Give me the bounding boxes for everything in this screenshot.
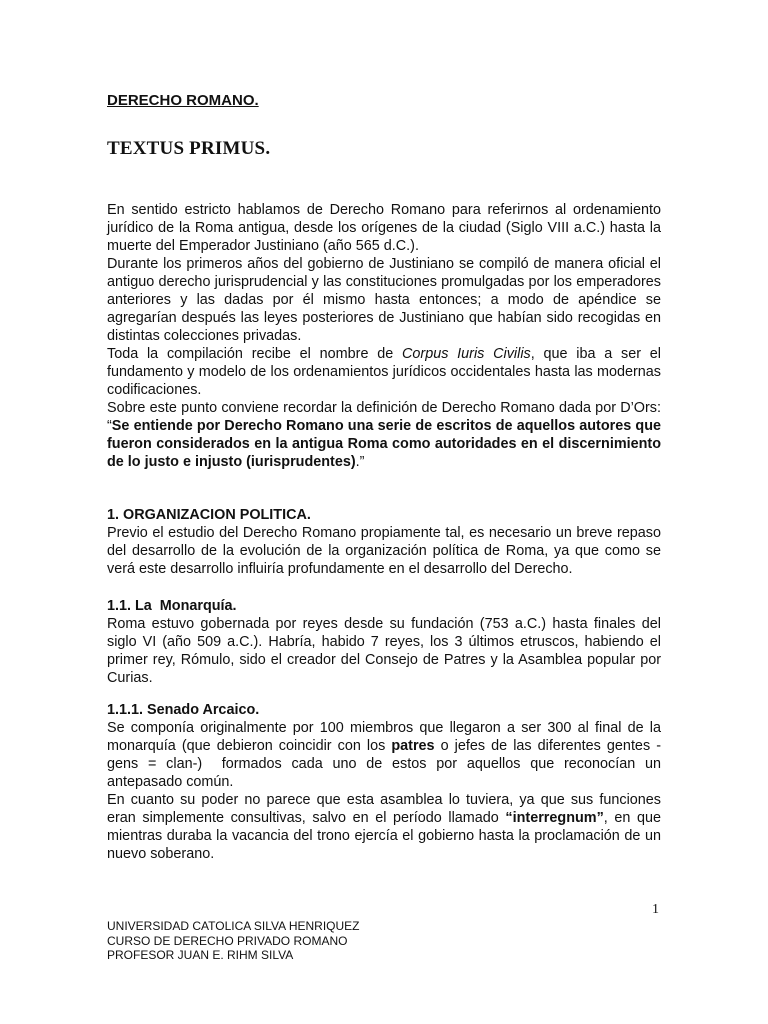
- text-run: .”: [355, 454, 365, 470]
- text-run: Sobre este punto conviene recordar la definición de Derecho Romano dada por D’Ors: “: [107, 400, 661, 434]
- section-paragraph-2: [107, 791, 661, 863]
- footer-line-2: CURSO DE DERECHO PRIVADO ROMANO: [107, 933, 348, 948]
- text-run: , en que mientras duraba la vacancia del trono ejercía el gobierno hasta la proclamación de un nuevo soberano.: [107, 810, 662, 862]
- section-heading: 1.1. La Monarquía.: [107, 598, 237, 614]
- page-number: 1: [652, 902, 659, 917]
- footer-line-1: UNIVERSIDAD CATOLICA SILVA HENRIQUEZ: [107, 919, 360, 933]
- page-footer: [107, 919, 360, 963]
- text-run: o jefes de las diferentes gentes -gens = clan-) formados cada uno de estos por aquellos que reconocían un antepasado común.: [107, 738, 665, 790]
- section-heading: 1.1.1. Senado Arcaico.: [107, 702, 260, 718]
- section-paragraph: Previo el estudio del Derecho Romano propiamente tal, es necesario un breve repaso del desarrollo de la evolución de la organización política de Roma, ya que como se verá este desarrollo influiría profundamente en el desarrollo del Derecho.: [107, 525, 661, 577]
- document-title: DERECHO ROMANO.: [107, 92, 259, 109]
- text-run: Se componía originalmente por 100 miembros que llegaron a ser 300 al final de la monarquía (que debieron coincidir con los: [107, 720, 661, 754]
- section-senado-arcaico: [107, 701, 665, 863]
- intro-paragraph-4: [107, 399, 661, 471]
- text-run: , que iba a ser el fundamento y modelo de los ordenamientos jurídicos occidentales hasta las modernas codificaciones.: [107, 346, 661, 398]
- section-heading: 1. ORGANIZACION POLITICA.: [107, 507, 311, 523]
- intro-paragraph-2: Durante los primeros años del gobierno de Justiniano se compiló de manera oficial el antiguo derecho jurisprudencial y las constituciones promulgadas por los emperadores anteriores y las dadas por él mismo hasta entonces; a modo de apéndice se agregarían después las leyes posteriores de Justiniano que habían sido recogidas en distintas colecciones privadas.: [107, 256, 661, 344]
- text-run: En cuanto su poder no parece que esta asamblea lo tuviera, ya que sus funciones eran simplemente consultivas, salvo en el período llamado: [107, 792, 661, 826]
- intro-section: [107, 201, 661, 471]
- bold-term: “interregnum”: [505, 810, 604, 826]
- italic-term: Corpus Iuris Civilis: [402, 346, 531, 362]
- definition-quote: Se entiende por Derecho Romano una serie de escritos de aquellos autores que fueron considerados en la antigua Roma como autoridades en el discernimiento de lo justo e injusto (iurisprudentes): [107, 418, 661, 470]
- intro-paragraph-3: [107, 345, 661, 399]
- text-run: Toda la compilación recibe el nombre de: [107, 346, 403, 362]
- section-organizacion-politica: [107, 506, 661, 578]
- bold-term: patres: [391, 738, 435, 754]
- section-paragraph: Roma estuvo gobernada por reyes desde su fundación (753 a.C.) hasta finales del siglo VI (año 509 a.C.). Habría, habido 7 reyes, los 3 últimos etruscos, habiendo el primer rey, Rómulo, sido el creador del Consejo de Patres y la Asamblea popular por Curias.: [107, 616, 661, 686]
- footer-line-3: PROFESOR JUAN E. RIHM SILVA: [107, 948, 294, 962]
- intro-paragraph-1: En sentido estricto hablamos de Derecho Romano para referirnos al ordenamiento jurídico de la Roma antigua, desde los orígenes de la ciudad (Siglo VIII a.C.) hasta la muerte del Emperador Justiniano (año 565 d.C.).: [107, 202, 661, 254]
- section-monarquia: [107, 597, 661, 687]
- section-paragraph-1: [107, 719, 665, 791]
- document-subtitle: TEXTUS PRIMUS.: [107, 138, 271, 159]
